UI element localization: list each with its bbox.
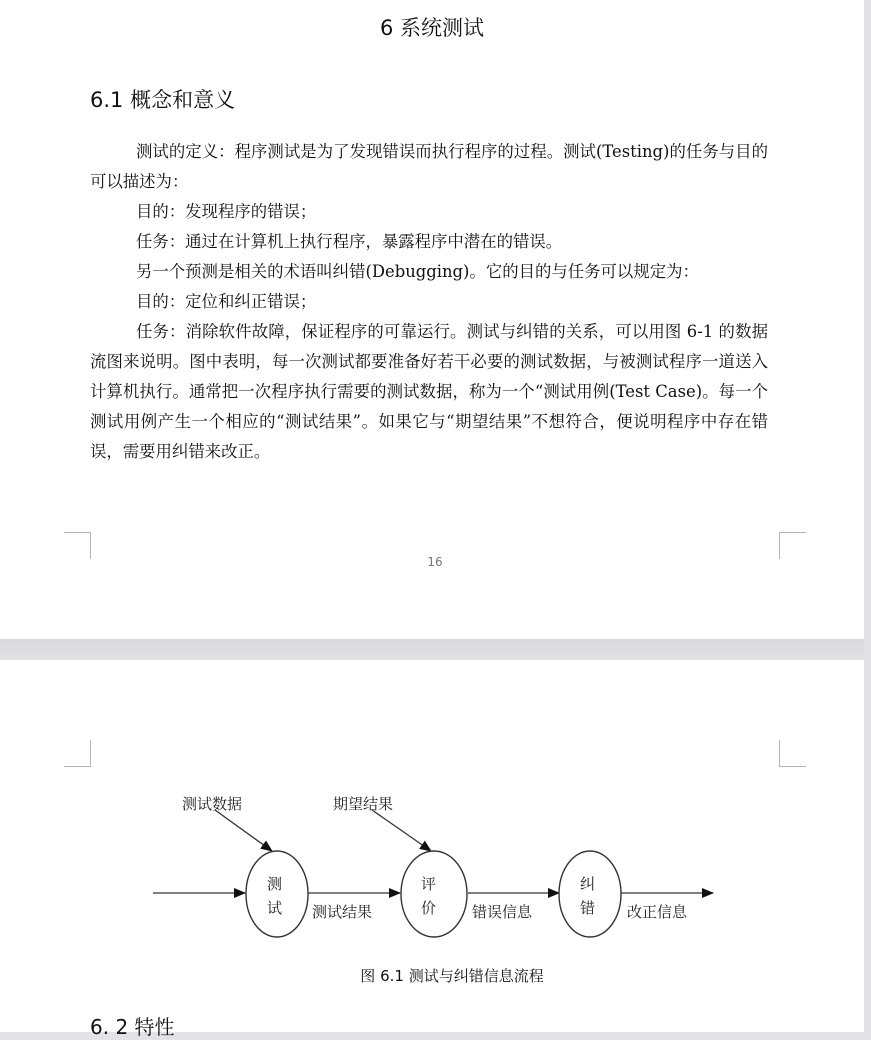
node-evaluate-line2: 价 [421,899,437,917]
arrow-expected-result [372,810,431,851]
page-number: 16 [427,555,443,569]
node-debug [559,851,621,937]
node-debug-line1: 纠 [580,875,596,893]
node-test-line1: 测 [267,875,283,893]
label-test-result: 测试结果 [312,903,373,921]
paragraph-debug-task: 任务：消除软件故障，保证程序的可靠运行。测试与纠错的关系，可以用图 6-1 的数据流图来说明。图中表明，每一次测试都要准备好若干必要的测试数据，与被测试程序一道送入计算机执行。通常把一次程序执行需要的测试数据，称为一个“测试用例(Test Case)。每一个测试用例产生一个相应的“测试结果”。如果它与“期望结果”不想符合，便说明程序中存在错误，需要用纠错来改正。 [90,322,768,461]
paragraph-test-goal: 目的：发现程序的错误； [136,202,317,221]
label-error-info: 错误信息 [472,903,533,921]
figure-caption: 图 6.1 测试与纠错信息流程 [360,967,544,985]
paragraph-debugging: 另一个预测是相关的术语叫纠错(Debugging)。它的目的与任务可以规定为： [136,262,699,281]
node-evaluate-line1: 评 [421,875,437,893]
paragraph-debug-goal: 目的：定位和纠正错误； [136,292,317,311]
paragraph-test-task: 任务：通过在计算机上执行程序，暴露程序中潜在的错误。 [136,232,563,251]
arrow-test-data [215,810,272,851]
chapter-title: 6 系统测试 [379,16,485,40]
label-expected-result: 期望结果 [333,795,394,813]
node-test-line2: 试 [267,899,283,917]
node-debug-line2: 错 [580,899,596,917]
section-title-6-2: 6. 2 特性 [90,1015,175,1039]
node-evaluate [401,851,467,937]
section-title-6-1: 6.1 概念和意义 [90,88,236,112]
label-correction-info: 改正信息 [627,903,688,921]
paragraph-definition: 测试的定义：程序测试是为了发现错误而执行程序的过程。测试(Testing)的任务与目的可以描述为： [90,142,768,191]
label-test-data: 测试数据 [182,795,243,813]
node-test [246,851,308,937]
